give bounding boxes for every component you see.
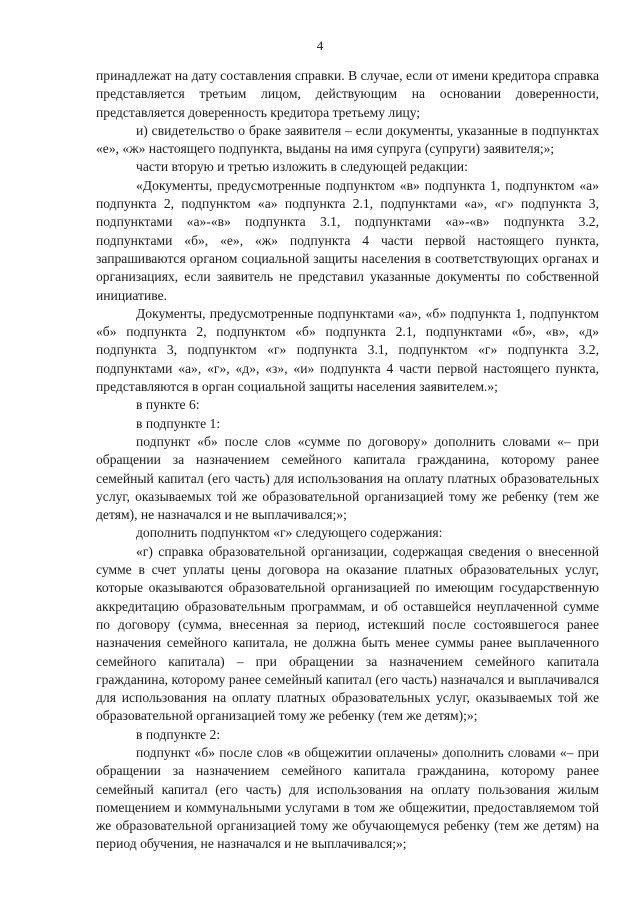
paragraph: дополнить подпунктом «г» следующего содержания: — [136, 525, 443, 541]
paragraph: «г) справка образовательной организации, содержащая сведения о внесенной сумме в счет уплаты цены договора на оказание платных образовательных услуг, которые оказываются образовательной организацией по имеющим государственную аккредитацию образовательным программам, и об оставшейся неуплаченной сумме по договору (сумма, внесенная за период, истекший после состоявшегося ранее назначения семейного капитала, не должна быть менее суммы ранее выплаченного семейного капитала) – при обращении за назначением семейного капитала гражданина, которому ранее семейный капитал (его часть) назначался и выплачивался для использования на оплату платных образовательных услуг, оказываемых той же образовательной организацией тому же ребенку (тем же детям);»; — [96, 543, 599, 724]
paragraph: «Документы, предусмотренные подпунктом «в» подпункта 1, подпунктом «а» подпункта 2, подпунктом «а» подпункта 2.1, подпунктами «а», «г» подпункта 3, подпунктами «а»-«в» подпункта 3.1, подпунктами «а»-«в» подпункта 3.2, подпунктами «б», «е», «ж» подпункта 4 части первой настоящего пункта, запрашиваются органом социальной защиты населения в соответствующих органах и организациях, если заявитель не представил указанные документы по собственной инициативе. — [96, 177, 599, 303]
paragraph: в подпункте 2: — [136, 726, 221, 742]
paragraph: принадлежат на дату составления справки. В случае, если от имени кредитора справка представляется третьим лицом, действующим на основании доверенности, представляется доверенность кредитора третьему лицу; — [96, 68, 599, 120]
paragraph: и) свидетельство о браке заявителя – если документы, указанные в подпунктах «е», «ж» настоящего подпункта, выданы на имя супруга (супруги) заявителя;»; — [96, 122, 599, 157]
paragraph: подпункт «б» после слов «сумме по договору» дополнить словами «– при обращении за назначением семейного капитала гражданина, которому ранее семейный капитал (его часть) для использования на оплату платных образовательных услуг, оказываемых той же образовательной организацией тому же ребенку (тем же детям), не назначался и не выплачивался;»; — [96, 433, 599, 523]
paragraph: в подпункте 1: — [136, 415, 221, 431]
document-body — [96, 67, 599, 854]
paragraph: Документы, предусмотренные подпунктами «а», «б» подпункта 1, подпунктом «б» подпункта 2, подпунктом «б» подпункта 2.1, подпунктами «б», «в», «д» подпункта 3, подпунктом «г» подпункта 3.1, подпунктом «г» подпункта 3.2, подпунктами «а», «г», «д», «з», «и» подпункта 4 части первой настоящего пункта, представляются в орган социальной защиты населения заявителем.»; — [96, 305, 599, 395]
paragraph: части вторую и третью изложить в следующей редакции: — [136, 159, 468, 175]
paragraph: в пункте 6: — [136, 397, 200, 413]
paragraph: подпункт «б» после слов «в общежитии оплачены» дополнить словами «– при обращении за назначением семейного капитала гражданина, которому ранее семейный капитал (его часть) для использования на оплату пользования жилым помещением и коммунальными услугами в том же общежитии, предоставляемом той же образовательной организацией тому же обучающемуся ребенку (тем же детям) на период обучения, не назначался и не выплачивался;»; — [96, 744, 599, 852]
page-number: 4 — [316, 38, 324, 53]
